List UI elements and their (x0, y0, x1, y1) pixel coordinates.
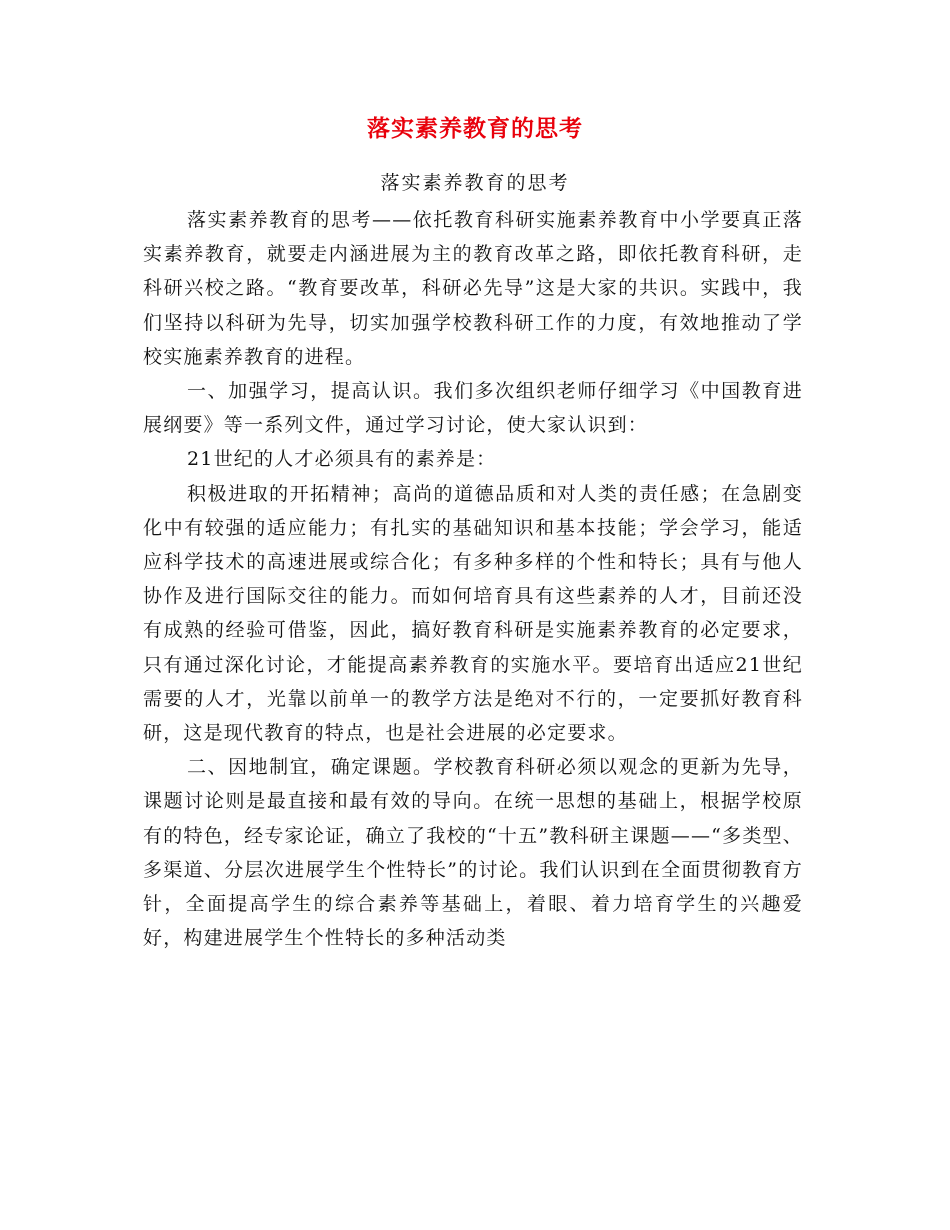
paragraph-section-1: 一、加强学习，提高认识。我们多次组织老师仔细学习《中国教育进展纲要》等一系列文件，通过学习讨论，使大家认识到： (143, 380, 803, 437)
document-title: 落实素养教育的思考 (367, 115, 583, 142)
paragraph-section-2: 二、因地制宜，确定课题。学校教育科研必须以观念的更新为先导，课题讨论则是最直接和最有效的导向。在统一思想的基础上，根据学校原有的特色，经专家论证，确立了我校的“十五”教科研主课题——“多类型、多渠道、分层次进展学生个性特长”的讨论。我们认识到在全面贯彻教育方针，全面提高学生的综合素养等基础上，着眼、着力培育学生的兴趣爱好，构建进展学生个性特长的多种活动类 (143, 756, 803, 950)
document-body (143, 203, 803, 955)
paragraph-qualities-detail: 积极进取的开拓精神；高尚的道德品质和对人类的责任感；在急剧变化中有较强的适应能力；有扎实的基础知识和基本技能；学会学习，能适应科学技术的高速进展或综合化；有多种多样的个性和特长；具有与他人协作及进行国际交往的能力。而如何培育具有这些素养的人才，目前还没有成熟的经验可借鉴，因此，搞好教育科研是实施素养教育的必定要求，只有通过深化讨论，才能提高素养教育的实施水平。要培育出适应21世纪需要的人才，光靠以前单一的教学方法是绝对不行的，一定要抓好教育科研，这是现代教育的特点，也是社会进展的必定要求。 (143, 482, 803, 745)
document-subtitle: 落实素养教育的思考 (380, 172, 570, 194)
paragraph-qualities-lead: 21世纪的人才必须具有的素养是： (187, 448, 497, 471)
paragraph-intro: 落实素养教育的思考——依托教育科研实施素养教育中小学要真正落实素养教育，就要走内涵进展为主的教育改革之路，即依托教育科研，走科研兴校之路。“教育要改革，科研必先导”这是大家的共识。实践中，我们坚持以科研为先导，切实加强学校教科研工作的力度，有效地推动了学校实施素养教育的进程。 (143, 209, 803, 368)
